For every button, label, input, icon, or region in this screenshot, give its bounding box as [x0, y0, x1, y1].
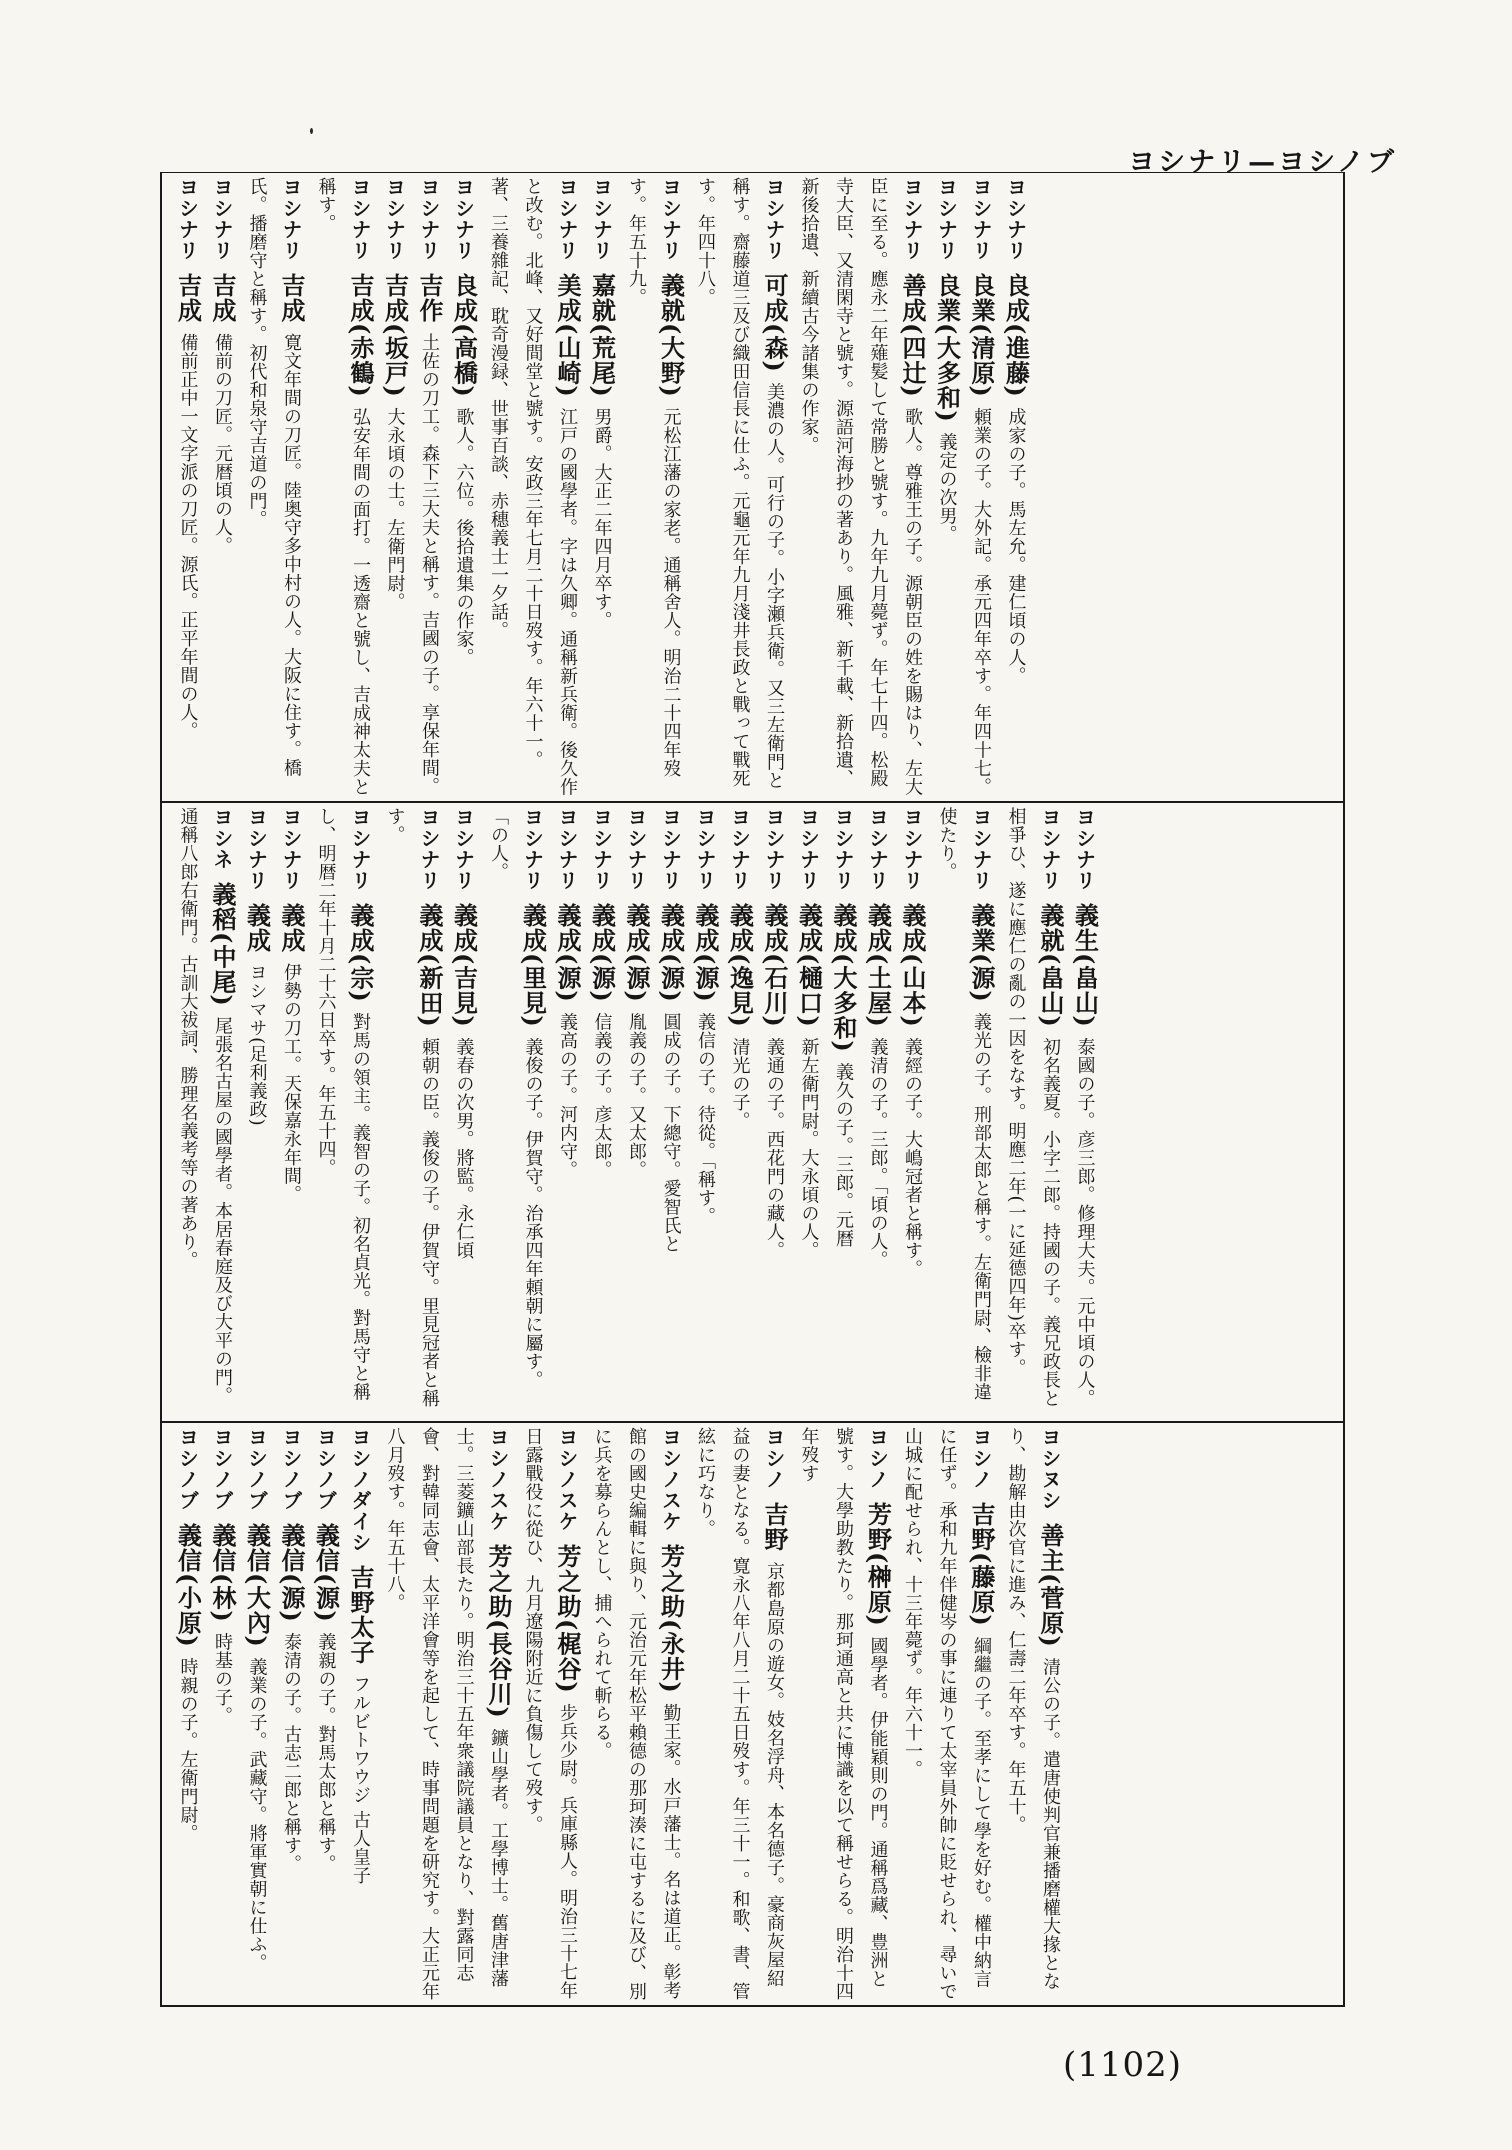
- entry-headword: 義信(源): [311, 1522, 341, 1623]
- entry-reading: ヨシノブ: [210, 1427, 234, 1511]
- entry-headword: 義信(林): [208, 1522, 237, 1623]
- dictionary-entry: [205, 1427, 240, 2004]
- entry-headword: 吉野: [760, 1501, 789, 1552]
- entry-headword: 義信(源): [277, 1522, 306, 1623]
- entry-headword: 義生(畠山): [1070, 902, 1100, 1028]
- entry-headword: 義稻(中尾): [208, 881, 237, 1007]
- entry-reading: ヨシノブ: [279, 1427, 303, 1511]
- entry-reading: ヨシナリ: [969, 177, 993, 261]
- entry-text: 義定の次男。: [936, 432, 958, 544]
- entry-reading: ヨシノブ: [244, 1427, 269, 1511]
- entry-reading: ヨシナリ: [831, 807, 855, 891]
- entry-text: 頼業の子。大外記。承元四年卒す。年四十七。: [971, 407, 992, 797]
- entry-text: 尾張名古屋の國學者。本居春庭及び大平の門。通稱八郎右衛門。古訓大祓詞、勝理名義考等の著あり。: [177, 807, 233, 1406]
- entry-reading: ヨシナリ: [969, 807, 993, 891]
- entry-headword: 義成: [242, 902, 272, 953]
- dictionary-entry: [998, 1427, 1067, 2004]
- entry-headword: 義成(新田): [415, 902, 444, 1028]
- entry-reading: ヨシナリ: [934, 177, 959, 261]
- entry-text: 土佐の刀工。森下三大夫と稱す。吉國の子。享保年間。: [419, 333, 440, 796]
- dictionary-entry: [584, 807, 619, 1417]
- entry-reading: ヨシナリ: [417, 807, 441, 891]
- entry-headword: 吉成(赤鶴): [346, 272, 375, 398]
- entry-headword: 芳之助(永井): [656, 1543, 686, 1694]
- entry-reading: ヨシナリ: [451, 807, 476, 891]
- tier-top: [162, 173, 1343, 801]
- entry-headword: 良業(清原): [967, 272, 996, 398]
- entry-reading: ヨシナリ: [279, 807, 303, 891]
- entry-reading: ヨシナリ: [417, 177, 441, 261]
- dictionary-entry: [722, 807, 757, 1417]
- entry-headword: 嘉就(荒尾): [587, 272, 617, 398]
- entry-headword: 良成(進藤): [1001, 272, 1031, 398]
- dictionary-entry: [619, 177, 688, 797]
- entry-text: 歌人。六位。後拾遺集の作家。: [453, 407, 475, 667]
- entry-reading: ヨシノブ: [175, 1427, 200, 1511]
- entry-reading: ヨシヌシ: [1038, 1427, 1062, 1511]
- entry-reading: ヨシナリ: [658, 807, 683, 891]
- entry-text: 義親の子。對馬太郎と稱す。: [315, 1632, 337, 1874]
- entry-text: 新左衛門尉。大永頃の人。: [798, 1037, 820, 1260]
- entry-reading: ヨシナリ: [175, 177, 200, 261]
- tier-middle: [162, 801, 1343, 1421]
- dictionary-entry: [929, 177, 964, 797]
- dictionary-frame: [160, 172, 1345, 2007]
- dictionary-entry: [998, 807, 1067, 1417]
- entry-text: 義久の子。三郎。元暦: [833, 1062, 854, 1248]
- entry-text: 泰國の子。彦三郎。修理大夫。元中頃の人。: [1074, 1037, 1096, 1408]
- dictionary-entry: [205, 177, 240, 797]
- entry-headword: 義就(大野): [656, 272, 686, 398]
- page-number: (1102): [1062, 2045, 1182, 2085]
- entry-headword: 義成(源): [622, 902, 651, 1003]
- tier-bottom-columns: [170, 1427, 1067, 2004]
- entry-text: 步兵少尉。兵庫縣人。明治三十七年日露戰役に從ひ、九月遼陽附近に負傷して歿す。: [522, 1427, 578, 2000]
- entry-reading: ヨシナリ: [555, 177, 579, 261]
- entry-text: 義信の子。待從。「稱す。: [695, 1012, 716, 1226]
- dictionary-entry: [343, 1427, 378, 2004]
- entry-reading: ヨシノ: [762, 1427, 786, 1490]
- dictionary-entry: [1067, 807, 1102, 1417]
- entry-reading: ヨシナリ: [279, 177, 303, 261]
- entry-headword: 芳之助(長谷川): [484, 1543, 513, 1719]
- entry-reading: ヨシネ: [210, 807, 234, 870]
- entry-headword: 義成(吉見): [449, 902, 479, 1028]
- entry-text: 義俊の子。伊賀守。治承四年頼朝に屬す。「の人。: [488, 807, 544, 1390]
- entry-text: 義光の子。刑部太郎と稱す。左衛門尉、檢非違使たり。: [936, 807, 992, 1402]
- dictionary-entry: [757, 807, 792, 1417]
- entry-text: 備前の刀匠。元暦頃の人。: [212, 333, 233, 556]
- entry-reading: ヨシナリ: [348, 807, 372, 891]
- dictionary-entry: [929, 807, 998, 1417]
- entry-headword: 善成(四辻): [898, 272, 927, 398]
- dictionary-entry: [170, 177, 205, 797]
- dictionary-entry: [239, 1427, 274, 2004]
- entry-text: 泰清の子。古志二郎と稱す。: [281, 1632, 302, 1874]
- entry-headword: 吉成: [277, 272, 306, 323]
- entry-reading: ヨシナリ: [1038, 807, 1062, 891]
- dictionary-entry: [239, 807, 274, 1417]
- entry-text: 清光の子。: [729, 1037, 751, 1131]
- entry-headword: 義成(逸見): [725, 902, 755, 1028]
- dictionary-entry: [446, 177, 481, 797]
- entry-headword: 義成(宗): [346, 902, 375, 1003]
- entry-reading: ヨシナリ: [624, 807, 648, 891]
- entry-text: 時親の子。左衛門尉。: [177, 1657, 199, 1843]
- dictionary-entry: [170, 1427, 205, 2004]
- entry-reading: ヨシナリ: [589, 807, 614, 891]
- dictionary-entry: [481, 807, 550, 1417]
- entry-reading: ヨシノダイシ: [348, 1427, 372, 1553]
- dictionary-entry: [964, 177, 999, 797]
- entry-text: 備前正中一文字派の刀匠。源氏。正平年間の人。: [177, 333, 199, 741]
- entry-headword: 可成(森): [760, 272, 789, 373]
- dictionary-entry: [239, 177, 308, 797]
- entry-text: 美濃の人。可行の子。小字瀬兵衛。又三左衛門と稱す。齋藤道三及び織田信長に仕ふ。元龜元年九月淺井長政と戰って戰死す。年四十八。: [695, 177, 785, 790]
- entry-text: 歌人。尊雅王の子。源朝臣の姓を賜はり、左大臣に至る。應永二年薙髪して常勝と號す。九年九月薨ず。年七十四。松殿寺大臣、又清閑寺と號す。源語河海抄の著あり。風雅、新千載、新拾遺、新後拾遺、新續古今諸集の作家。: [798, 177, 923, 797]
- entry-text: 勤王家。水戸藩士。名は道正。彰考館の國史編輯に與り、元治元年松平賴德の那珂湊に屯するに及び、別に兵を募らんとし、捕へられて斬らる。: [591, 1427, 682, 2001]
- entry-headword: 吉作: [415, 272, 444, 323]
- dictionary-entry: [653, 807, 688, 1417]
- entry-text: 弘安年間の面打。一透齋と號し、吉成神太夫と稱す。: [315, 177, 371, 797]
- entry-headword: 義成(大多和): [829, 902, 858, 1053]
- entry-headword: 吉成(坂戸): [380, 272, 410, 398]
- entry-text: 圓成の子。下總守。愛智氏と: [660, 1012, 682, 1254]
- entry-reading: ヨシナリ: [900, 177, 924, 261]
- entry-text: 義清の子。三郎。「頃の人。: [867, 1037, 889, 1270]
- entry-reading: ヨシノスケ: [555, 1427, 579, 1532]
- entry-reading: ヨシナリ: [900, 807, 924, 891]
- entry-text: ヨシマサ(足利義政): [246, 963, 268, 1127]
- entry-reading: ヨシナリ: [1003, 177, 1028, 261]
- entry-reading: ヨシナリ: [865, 807, 890, 891]
- entry-headword: 良成(高橋): [449, 272, 479, 398]
- entry-headword: 義業(源): [967, 902, 996, 1003]
- entry-reading: ヨシナリ: [244, 807, 269, 891]
- entry-text: 伊勢の刀工。天保嘉永年間。: [281, 963, 302, 1204]
- dictionary-entry: [515, 1427, 584, 2004]
- dictionary-entry: [688, 807, 723, 1417]
- entry-reading: ヨシノスケ: [658, 1427, 683, 1532]
- entry-headword: 義信(大內): [242, 1522, 272, 1648]
- print-speck: [310, 128, 313, 134]
- entry-reading: ヨシナリ: [589, 177, 614, 261]
- entry-headword: 吉成: [208, 272, 237, 323]
- entry-headword: 義成(源): [553, 902, 582, 1003]
- entry-reading: ヨシノ: [969, 1427, 993, 1490]
- entry-text: 大永頃の士。左衛門尉。: [384, 407, 406, 612]
- entry-reading: ヨシナリ: [555, 807, 579, 891]
- entry-text: 江戸の國學者。字は久卿。通稱新兵衛。後久作と改む。北峰、又好間堂と號す。安政三年七月二十日歿す。年六十一。著、三養雜記、耽奇漫録、世事百談、赤穗義士一夕話。: [488, 177, 578, 797]
- entry-reading: ヨシナリ: [382, 177, 407, 261]
- dictionary-entry: [584, 177, 619, 797]
- entry-text: フルビトワウジ 古人皇子: [350, 1675, 371, 1885]
- entry-reading: ヨシナリ: [1072, 807, 1097, 891]
- entry-reading: ヨシナリ: [210, 177, 234, 261]
- entry-text: 初名義夏。小字二郎。持國の子。義兄政長と相爭ひ、遂に應仁の亂の一因をなす。明應二年(一に延德四年)卒す。: [1005, 807, 1061, 1408]
- running-head: ヨシナリ—ヨシノブ: [1128, 147, 1397, 178]
- entry-text: 時基の子。: [212, 1632, 233, 1726]
- dictionary-entry: [481, 177, 585, 797]
- entry-headword: 義就(畠山): [1036, 902, 1065, 1028]
- entry-headword: 吉成: [173, 272, 203, 323]
- entry-text: 對馬の領主。義智の子。初名貞光。對馬守と稱し、明暦二年十月二十六日卒す。年五十四。: [315, 807, 371, 1402]
- dictionary-entry: [688, 1427, 792, 2004]
- entry-headword: 義成(樋口): [794, 902, 824, 1028]
- entry-reading: ヨシノスケ: [486, 1427, 510, 1532]
- entry-headword: 善主(菅原): [1036, 1522, 1065, 1648]
- dictionary-entry: [791, 1427, 895, 2004]
- entry-headword: 義成: [277, 902, 306, 953]
- entry-headword: 美成(山崎): [553, 272, 582, 398]
- entry-text: 寛文年間の刀匠。陸奥守多中村の人。大阪に住す。橋氏。播磨守と稱す。初代和泉守吉道の門。: [246, 177, 302, 778]
- dictionary-entry: [377, 177, 412, 797]
- entry-reading: ヨシナリ: [520, 807, 545, 891]
- dictionary-entry: [791, 177, 929, 797]
- dictionary-entry: [584, 1427, 688, 2004]
- dictionary-entry: [998, 177, 1033, 797]
- dictionary-entry: [688, 177, 792, 797]
- entry-headword: 義成(山本): [898, 902, 927, 1028]
- dictionary-entry: [274, 807, 309, 1417]
- entry-reading: ヨシナリ: [451, 177, 476, 261]
- dictionary-entry: [412, 177, 447, 797]
- entry-headword: 吉野(藤原): [967, 1501, 996, 1627]
- entry-text: 國學者。伊能穎則の門。通稱爲藏、豊洲と號す。大學助教たり。那珂通高と共に博識を以て稱せらる。明治十四年歿す: [798, 1427, 889, 2001]
- tier-bottom: [162, 1421, 1343, 2008]
- dictionary-entry: [619, 807, 654, 1417]
- entry-text: 京都島原の遊女。妓名浮舟、本名德子。豪商灰屋紹益の妻となる。寛永八年八月二十五日歿す。年三十一。和歌、書、管絃に巧なり。: [695, 1427, 785, 2001]
- dictionary-entry: [377, 1427, 515, 2004]
- entry-text: 頼朝の臣。義俊の子。伊賀守。里見冠者と稱す。: [384, 807, 440, 1408]
- entry-reading: ヨシナリ: [762, 177, 786, 261]
- dictionary-entry: [895, 807, 930, 1417]
- entry-text: 綱繼の子。至孝にして學を好む。權中納言に任ず。承和九年伴健岑の事に連りて太宰員外帥に貶せられ、尋いで山城に配せられ、十三年薨ず。年六十一。: [902, 1427, 992, 2001]
- dictionary-entry: [170, 807, 239, 1417]
- entry-headword: 義信(小原): [173, 1522, 203, 1648]
- dictionary-entry: [308, 807, 377, 1417]
- entry-text: 男爵。大正二年四月卒す。: [591, 407, 613, 630]
- entry-reading: ヨシナリ: [348, 177, 372, 261]
- dictionary-entry: [377, 807, 446, 1417]
- entry-reading: ヨシナリ: [727, 807, 752, 891]
- entry-reading: ヨシナリ: [762, 807, 786, 891]
- entry-headword: 義成(源): [656, 902, 686, 1003]
- dictionary-entry: [791, 807, 826, 1417]
- entry-text: 鑛山學者。工學博士。舊唐津藩士。三菱鑛山部長たり。明治三十五年衆議院議員となり、對露同志會、對韓同志會、太平洋會等を起して、時事問題を研究す。大正元年八月歿す。年五十八。: [384, 1427, 509, 2001]
- dictionary-entry: [308, 177, 377, 797]
- dictionary-entry: [860, 807, 895, 1417]
- entry-reading: ヨシノ: [865, 1427, 890, 1490]
- entry-text: 元松江藩の家老。通稱舍人。明治二十四年歿す。年五十九。: [626, 177, 682, 778]
- entry-text: 義春の次男。將監。永仁頃: [453, 1037, 475, 1260]
- entry-text: 義經の子。大嶋冠者と稱す。: [902, 1037, 923, 1279]
- entry-headword: 義成(源): [691, 902, 720, 1003]
- entry-headword: 義成(源): [587, 902, 617, 1003]
- dictionary-entry: [550, 807, 585, 1417]
- entry-headword: 義成(里見): [518, 902, 548, 1028]
- entry-reading: ヨシナリ: [693, 807, 717, 891]
- dictionary-entry: [274, 1427, 309, 2004]
- entry-headword: 芳之助(梶谷): [553, 1543, 582, 1694]
- dictionary-entry: [895, 1427, 999, 2004]
- dictionary-entry: [308, 1427, 343, 2004]
- entry-reading: ヨシノブ: [313, 1427, 338, 1511]
- entry-reading: ヨシナリ: [658, 177, 683, 261]
- entry-text: 義通の子。西花門の藏人。: [764, 1037, 785, 1260]
- entry-headword: 良業(大多和): [932, 272, 962, 423]
- dictionary-entry: [826, 807, 861, 1417]
- dictionary-entry: [446, 807, 481, 1417]
- entry-text: 成家の子。馬左允。建仁頃の人。: [1005, 407, 1027, 686]
- entry-headword: 吉野太子: [346, 1564, 375, 1665]
- entry-reading: ヨシナリ: [796, 807, 821, 891]
- tier-top-columns: [170, 177, 1033, 797]
- entry-text: 信義の子。彦太郎。: [591, 1012, 613, 1180]
- entry-text: 義高の子。河内守。: [557, 1012, 578, 1180]
- entry-text: 胤義の子。又太郎。: [626, 1012, 647, 1180]
- entry-text: 義業の子。武藏守。將軍實朝に仕ふ。: [246, 1657, 268, 1973]
- entry-text: 清公の子。遣唐使判官兼播磨權大掾となり、勘解由次官に進み、仁壽二年卒す。年五十。: [1005, 1427, 1061, 1991]
- entry-headword: 義成(石川): [760, 902, 789, 1028]
- entry-headword: 芳野(榊原): [863, 1501, 893, 1627]
- tier-middle-columns: [170, 807, 1102, 1417]
- entry-headword: 義成(土屋): [863, 902, 893, 1028]
